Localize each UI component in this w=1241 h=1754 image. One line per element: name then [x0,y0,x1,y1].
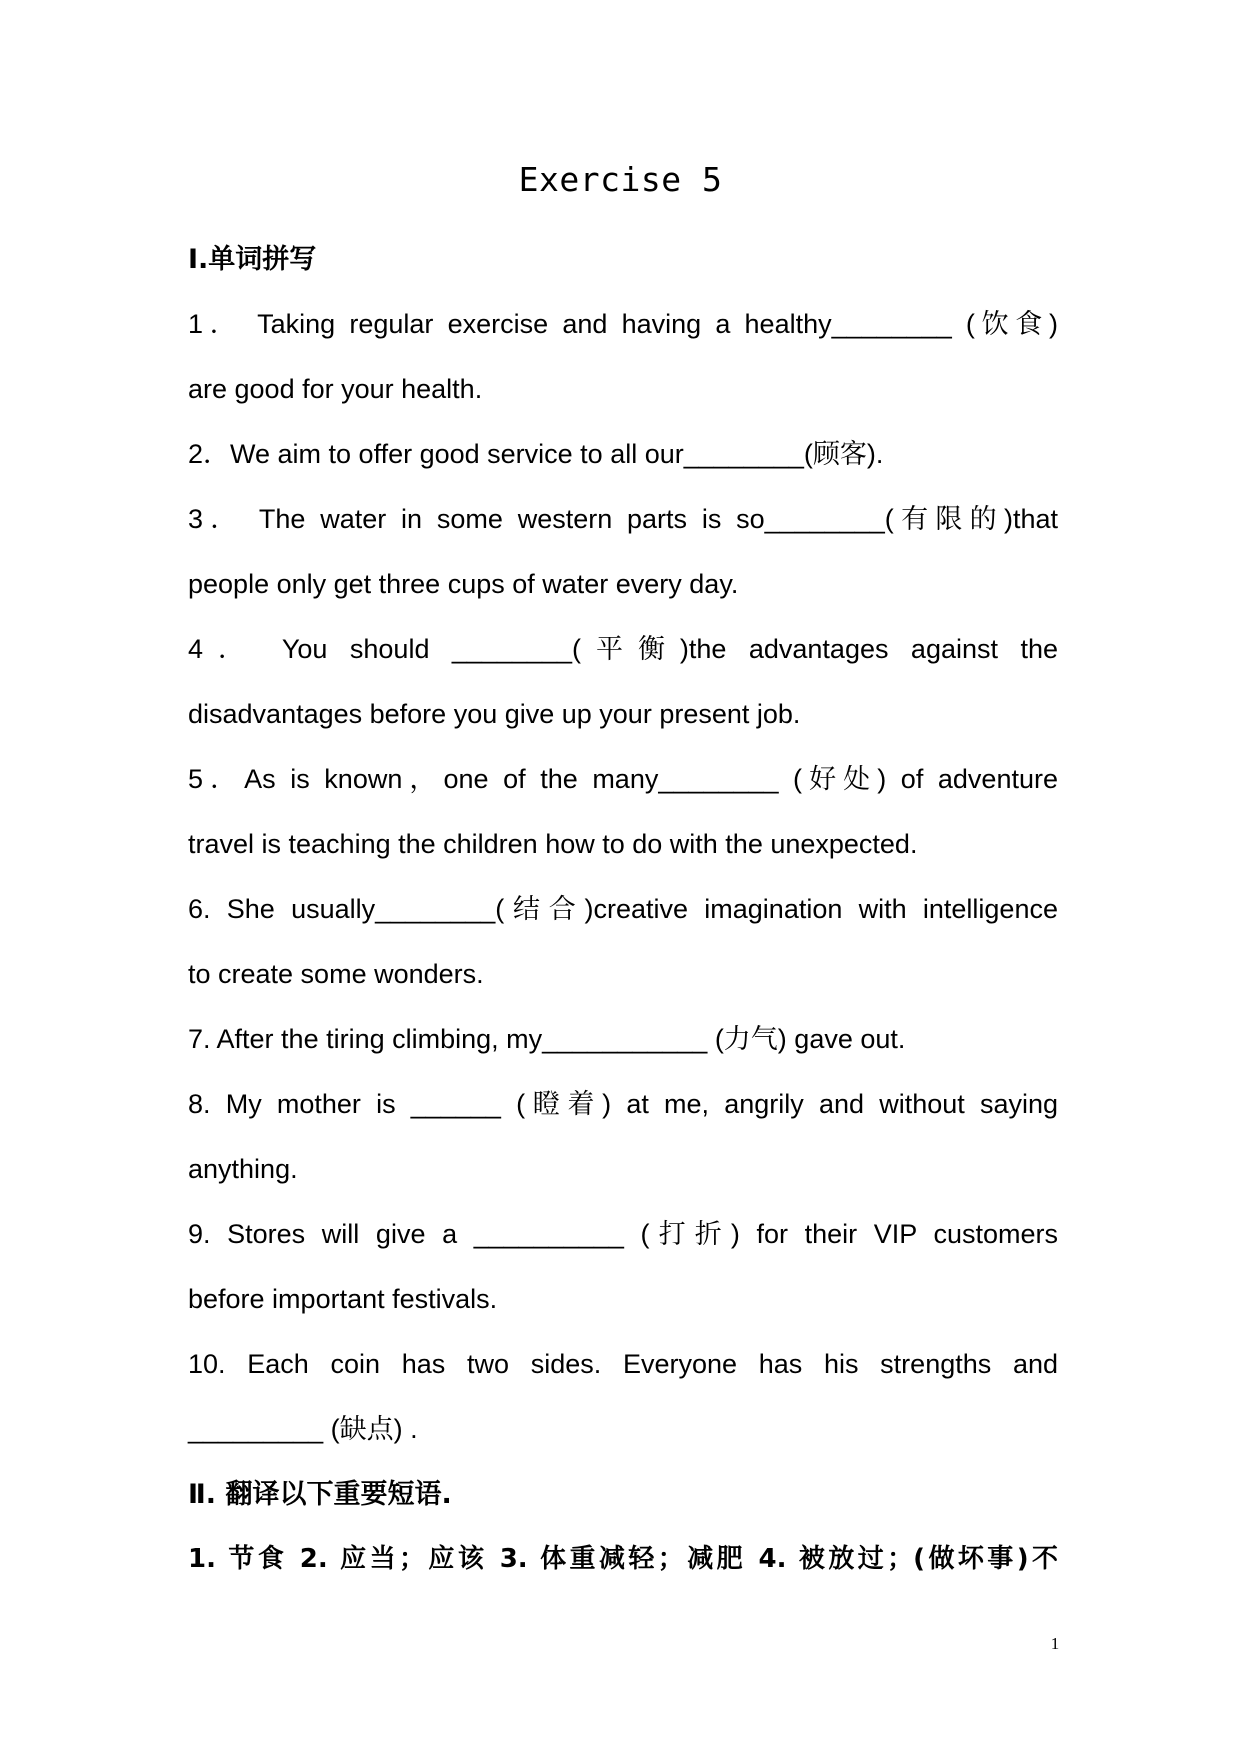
question-line: _________ (缺点) . [188,1414,418,1444]
document-body [188,227,1058,1592]
question-line: 3． The water in some western parts is so________(有限的)that [188,504,1058,534]
question-line: travel is teaching the children how to do with the unexpected. [188,829,918,859]
question-line: 5．As is known，one of the many________ (好处) of adventure [188,764,1058,794]
section-heading-spelling: Ⅰ.单词拼写 [188,244,317,275]
question-line: anything. [188,1154,298,1184]
question-line: disadvantages before you give up your present job. [188,699,801,729]
question-line: 8. My mother is ______ (瞪着) at me, angrily and without saying [188,1089,1058,1119]
section-heading-translation: Ⅱ. 翻译以下重要短语. [188,1479,452,1510]
question-line: 6. She usually________(结合)creative imagination with intelligence [188,894,1058,924]
question-line: 9. Stores will give a __________ (打折) for their VIP customers [188,1219,1058,1249]
question-line: to create some wonders. [188,959,484,989]
page-title: Exercise 5 [518,160,723,199]
question-line: are good for your health. [188,374,483,404]
question-line: people only get three cups of water every day. [188,569,739,599]
question-line: 10. Each coin has two sides. Everyone has his strengths and [188,1349,1058,1379]
page-number: 1 [1050,1634,1060,1653]
question-line: 4． You should ________(平衡)the advantages against the [188,634,1058,664]
question-line: 7. After the tiring climbing, my___________ (力气) gave out. [188,1024,906,1054]
question-line: 1． Taking regular exercise and having a healthy________ (饮食) [188,309,1058,339]
question-line: 2．We aim to offer good service to all our________(顾客). [188,439,884,469]
question-line: before important festivals. [188,1284,498,1314]
translation-phrases-line: 1. 节食 2. 应当；应该 3. 体重减轻；减肥 4. 被放过；(做坏事)不 [188,1544,1058,1574]
